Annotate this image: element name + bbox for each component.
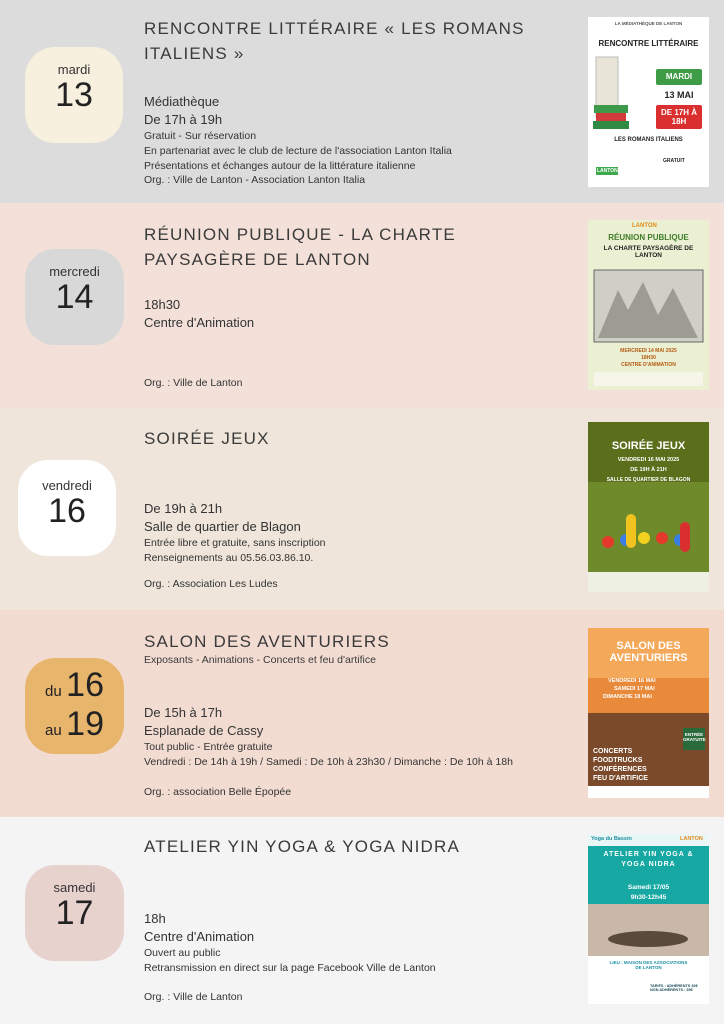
poster-logo: LANTON: [632, 223, 657, 229]
event-details: [144, 296, 254, 332]
date-day: vendredi: [42, 478, 92, 493]
poster-line: FEU D'ARTIFICE: [593, 775, 648, 782]
event-note: Vendredi : De 14h à 19h / Samedi : De 10h à 23h30 / Dimanche : De 10h à 18h: [144, 756, 513, 768]
date-number: 17: [55, 894, 94, 932]
event-time: De 19h à 21h: [144, 501, 223, 516]
poster-badge: GRATUIT: [663, 158, 685, 164]
poster-subtitle: LA CHARTE PAYSAGÈRE DE LANTON: [603, 245, 694, 259]
event-14-mai: [0, 203, 724, 408]
poster-logo: LANTON: [680, 836, 703, 842]
event-time: De 17h à 19h: [144, 112, 223, 127]
event-title: ATELIER YIN YOGA & YOGA NIDRA: [144, 837, 461, 856]
event-16-19-mai: [0, 610, 724, 817]
event-time: De 15h à 17h: [144, 705, 223, 720]
event-note: Ouvert au public: [144, 947, 221, 959]
date-badge: [25, 47, 123, 143]
event-poster: [588, 834, 709, 1004]
event-subtitle: Exposants - Animations - Concerts et feu d'artifice: [144, 654, 376, 666]
poster-day: MARDI: [665, 72, 693, 81]
event-place: Centre d'Animation: [144, 929, 255, 944]
event-place: Salle de quartier de Blagon: [144, 519, 301, 534]
date-number: 14: [55, 278, 94, 316]
poster-title: AVENTURIERS: [609, 652, 688, 664]
poster-time: 18H30: [641, 355, 656, 361]
date-day: mercredi: [49, 264, 100, 279]
event-16-mai: [0, 408, 724, 610]
poster-tarifs: TARIFS : ADHÉRENTS 30€ NON ADHÉRENTS : 35€: [650, 984, 698, 992]
event-time: 18h30: [144, 297, 181, 312]
poster-date: SAMEDI 17 MAI: [614, 686, 655, 692]
date-badge: [25, 865, 124, 961]
event-poster: [588, 17, 709, 187]
event-organizer: Org. : Ville de Lanton: [144, 991, 243, 1003]
event-organizer: Org. : association Belle Épopée: [144, 786, 292, 798]
poster-time: DE 17H À 18H: [660, 108, 697, 126]
date-prefix: du: [45, 683, 62, 700]
event-details: [144, 500, 326, 566]
poster-time: 9h30-12h45: [630, 894, 667, 901]
poster-title: RENCONTRE LITTÉRAIRE: [598, 39, 699, 48]
event-poster: [588, 220, 709, 390]
poster-date: VENDREDI 16 MAI 2025: [617, 457, 680, 463]
poster-line: CONFÉRENCES: [593, 766, 647, 773]
date-number: 19: [66, 705, 104, 743]
event-organizer: Org. : Ville de Lanton - Association Lanton Italia: [144, 174, 366, 186]
event-details: [144, 910, 436, 976]
event-note: En partenariat avec le club de lecture de l'association Lanton Italia: [144, 145, 452, 157]
poster-date: MERCREDI 14 MAI 2025: [620, 348, 677, 354]
poster-entry: ENTRÉE GRATUITE: [683, 732, 706, 742]
date-to: [25, 705, 124, 744]
date-from: [25, 666, 124, 705]
event-note: Entrée libre et gratuite, sans inscription: [144, 537, 326, 549]
event-13-mai: [0, 0, 724, 203]
poster-place: LIEU : MAISON DES ASSOCIATIONS DE LANTON: [609, 960, 688, 970]
date-number: 13: [55, 76, 93, 114]
poster-date: Samedi 17/05: [627, 884, 670, 891]
event-organizer: Org. : Ville de Lanton: [144, 377, 243, 389]
event-place: Centre d'Animation: [144, 315, 255, 330]
event-title: SALON DES AVENTURIERS: [144, 632, 390, 651]
poster-date: 13 MAI: [664, 90, 694, 100]
poster-line: FOODTRUCKS: [593, 757, 643, 764]
poster-time: DE 19H À 21H: [630, 467, 667, 473]
date-number: 16: [66, 666, 104, 704]
date-badge: [25, 658, 124, 754]
poster-title: ATELIER YIN YOGA & YOGA NIDRA: [603, 851, 694, 868]
event-poster: [588, 628, 709, 798]
event-title: SOIRÉE JEUX: [144, 429, 270, 448]
event-time: 18h: [144, 911, 166, 926]
event-title: RÉUNION PUBLIQUE - LA CHARTE PAYSAGÈRE DE LANTON: [144, 225, 456, 269]
date-badge: [18, 460, 116, 556]
poster-date: VENDREDI 16 MAI: [608, 678, 656, 684]
event-note: Renseignements au 05.56.03.86.10.: [144, 552, 314, 564]
date-day: mardi: [57, 62, 91, 77]
event-note: Gratuit - Sur réservation: [144, 130, 257, 142]
poster-line: CONCERTS: [593, 748, 633, 755]
poster-subtitle: LES ROMANS ITALIENS: [614, 137, 683, 143]
event-details: [144, 93, 452, 174]
event-place: Esplanade de Cassy: [144, 723, 264, 738]
event-organizer: Org. : Association Les Ludes: [144, 578, 278, 590]
date-day: samedi: [53, 880, 96, 895]
poster-date: DIMANCHE 18 MAI: [603, 694, 652, 700]
date-prefix: au: [45, 722, 62, 739]
event-poster: [588, 422, 709, 592]
poster-title: SALON DES: [616, 640, 681, 652]
poster-logo: LANTON: [597, 168, 618, 174]
event-details: [144, 704, 513, 770]
poster-place: SALLE DE QUARTIER DE BLAGON: [606, 477, 691, 483]
poster-title: RÉUNION PUBLIQUE: [608, 233, 689, 242]
poster-brand: Yoga du Bassin: [591, 836, 632, 842]
event-note: Retransmission en direct sur la page Facebook Ville de Lanton: [144, 962, 436, 974]
event-note: Présentations et échanges autour de la littérature italienne: [144, 160, 416, 172]
event-note: Tout public - Entrée gratuite: [144, 741, 273, 753]
poster-place: CENTRE D'ANIMATION: [621, 362, 676, 368]
poster-title: SOIRÉE JEUX: [611, 440, 686, 452]
event-place: Médiathèque: [144, 94, 220, 109]
event-17-mai: [0, 817, 724, 1024]
event-title: RENCONTRE LITTÉRAIRE « LES ROMANS ITALIENS »: [144, 19, 525, 63]
poster-header: LA MÉDIATHÈQUE DE LANTON: [614, 21, 683, 26]
date-badge: [25, 249, 124, 345]
date-number: 16: [48, 492, 86, 530]
